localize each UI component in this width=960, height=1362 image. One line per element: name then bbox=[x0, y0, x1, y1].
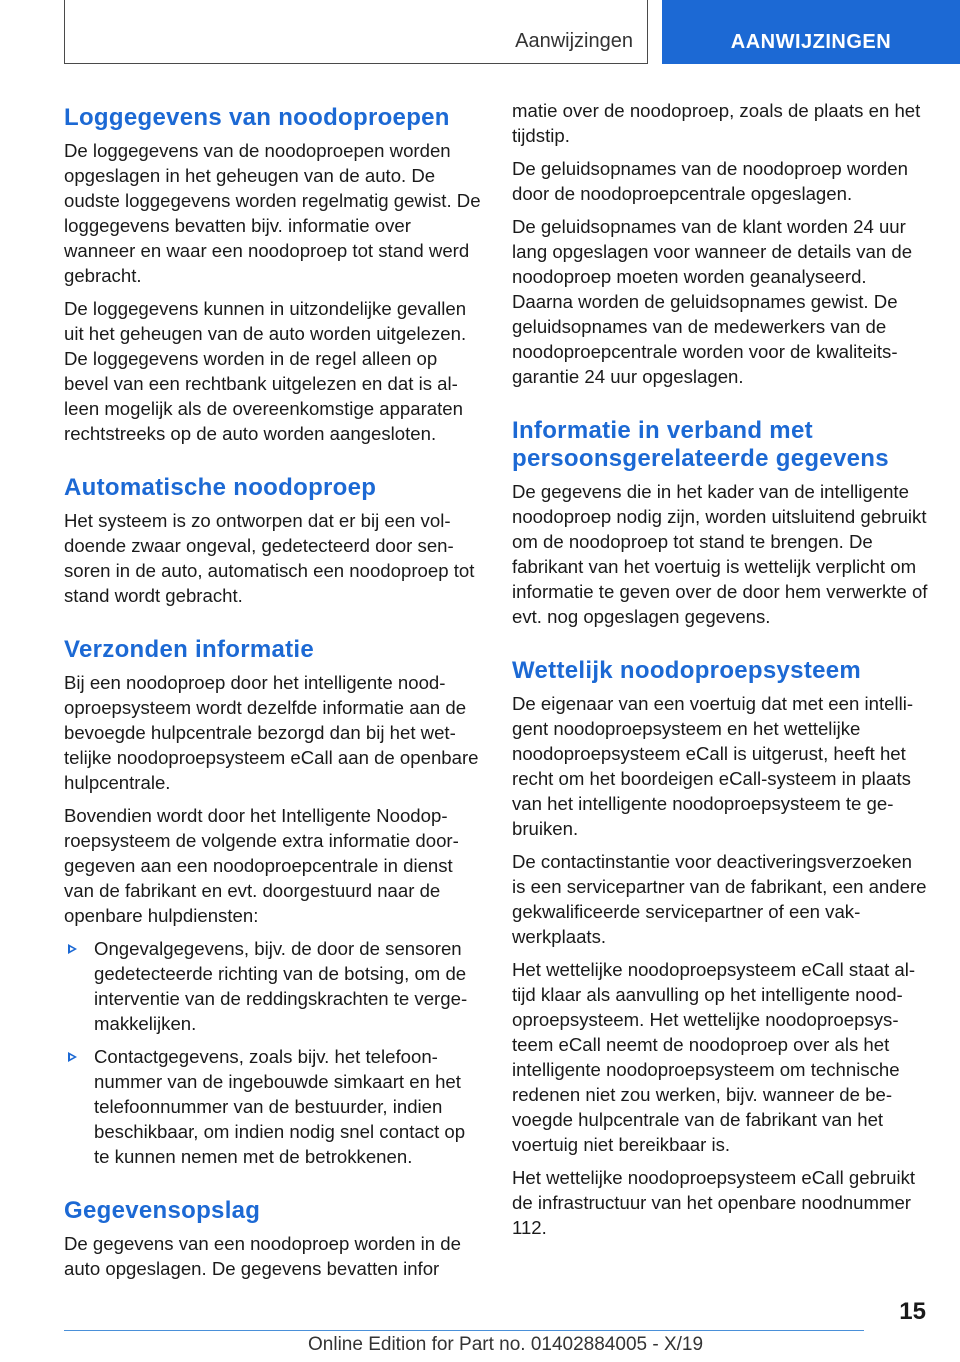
heading-wettelijk-noodoproepsysteem: Wettelijk noodoproepsysteem bbox=[512, 657, 862, 684]
paragraph: Bovendien wordt door het Intelligente Noodoproepsysteem de volgende extra informatie doorgegeven aan een noodoproepcentrale in dienst van de fabrikant en evt. doorgestuurd naar de openbare hulpdiensten: bbox=[64, 805, 459, 926]
heading-gegevensopslag: Gegevensopslag bbox=[64, 1197, 261, 1224]
heading-verzonden-informatie: Verzonden informatie bbox=[64, 636, 315, 663]
triangle-bullet-icon bbox=[68, 1052, 77, 1062]
paragraph: De gegevens die in het kader van de intelligente noodoproep nodig zijn, worden uitsluitend gebruikt om de noodoproep tot stand te brengen. De fabrikant van het voertuig is wettelijk verplicht om informatie te geven over de door hem verwerkte of evt. nog opgeslagen gegevens. bbox=[512, 481, 928, 627]
heading-persoonsgegevens: Informatie in verband met persoonsgerelateerde gegevens bbox=[512, 417, 889, 472]
heading-loggegevens: Loggegevens van noodoproepen bbox=[64, 104, 450, 131]
paragraph: De geluidsopnames van de klant worden 24 uur lang opgeslagen voor wanneer de details van de noodoproep moeten worden geanalyseerd. Daarna worden de geluidsopnames gewist. De geluidsopnames van de medewerkers van de noodoproepcentrale worden voor de kwaliteitsgarantie 24 uur opgeslagen. bbox=[512, 216, 913, 387]
running-header bbox=[64, 0, 648, 64]
list-item: Contactgegevens, zoals bijv. het telefoonnummer van de ingebouwde simkaart en het telefoonnummer van de bestuurder, indien beschikbaar, om indien nodig snel contact op te kunnen nemen met de betrokkenen. bbox=[64, 1044, 482, 1169]
page-number: 15 bbox=[899, 1298, 926, 1325]
left-column bbox=[64, 98, 482, 1289]
paragraph: Het wettelijke noodoproepsysteem eCall staat altijd klaar als aanvulling op het intelligente noodoproepsysteem. Het wettelijke noodoproepsysteem eCall neemt de noodoproep over als het intelligente noodoproepsysteem om technische redenen niet zou werken, bijv. wanneer de bevoegde hulpcentrale van de fabrikant van het voertuig niet bereikbaar is. bbox=[512, 959, 916, 1155]
right-column bbox=[512, 98, 930, 1248]
paragraph: De loggegevens kunnen in uitzondelijke gevallen uit het geheugen van de auto worden uitgelezen. De loggegevens worden in de regel alleen op bevel van een rechtbank uitgelezen en dat is alleen mogelijk als de overeenkomstige apparaten rechtstreeks op de auto worden aangesloten. bbox=[64, 298, 467, 444]
paragraph: Het systeem is zo ontworpen dat er bij een voldoende zwaar ongeval, gedetecteerd door sensoren in de auto, automatisch een noodoproep tot stand wordt gebracht. bbox=[64, 510, 475, 606]
header-chapter-tab[interactable]: AANWIJZINGEN bbox=[662, 0, 960, 64]
paragraph: De gegevens van een noodoproep worden in de auto opgeslagen. De gegevens bevatten infor bbox=[64, 1233, 461, 1279]
paragraph: matie over de noodoproep, zoals de plaats en het tijdstip. bbox=[512, 100, 921, 146]
list-item: Ongevalgegevens, bijv. de door de sensoren gedetecteerde richting van de botsing, om de interventie van de reddingskrachten te vergemakkelijken. bbox=[64, 936, 482, 1036]
paragraph: De geluidsopnames van de noodoproep worden door de noodoproepcentrale opgeslagen. bbox=[512, 158, 908, 204]
paragraph: Bij een noodoproep door het intelligente noodoproepsysteem wordt dezelfde informatie aan de bevoegde hulpcentrale bezorgd dan bij het wettelijke noodoproepsysteem eCall aan de openbare hulpcentrale. bbox=[64, 672, 479, 793]
footer-divider bbox=[64, 1330, 864, 1331]
paragraph: De eigenaar van een voertuig dat met een intelligent noodoproepsysteem en het wettelijke noodoproepsysteem eCall is uitgerust, heeft het recht om het boordeigen eCall-systeem in plaats van het intelligente noodoproepsysteem te gebruiken. bbox=[512, 693, 914, 839]
paragraph: De contactinstantie voor deactiveringsverzoeken is een servicepartner van de fabrikant, een andere gekwalificeerde servicepartner of een vakwerkplaats. bbox=[512, 851, 927, 947]
bullet-list bbox=[64, 936, 482, 1169]
paragraph: Het wettelijke noodoproepsysteem eCall gebruikt de infrastructuur van het openbare noodnummer 112. bbox=[512, 1167, 916, 1238]
triangle-bullet-icon bbox=[68, 944, 77, 954]
header-section-title: Aanwijzingen bbox=[515, 30, 633, 52]
paragraph: De loggegevens van de noodoproepen worden opgeslagen in het geheugen van de auto. De oudste loggegevens worden regelmatig gewist. De loggegevens bevatten bijv. informatie over wanneer en waar een noodoproep tot stand werd gebracht. bbox=[64, 140, 481, 286]
footer-edition-text: Online Edition for Part no. 01402884005 - X/19 bbox=[308, 1334, 704, 1355]
heading-automatische-noodoproep: Automatische noodoproep bbox=[64, 474, 377, 501]
